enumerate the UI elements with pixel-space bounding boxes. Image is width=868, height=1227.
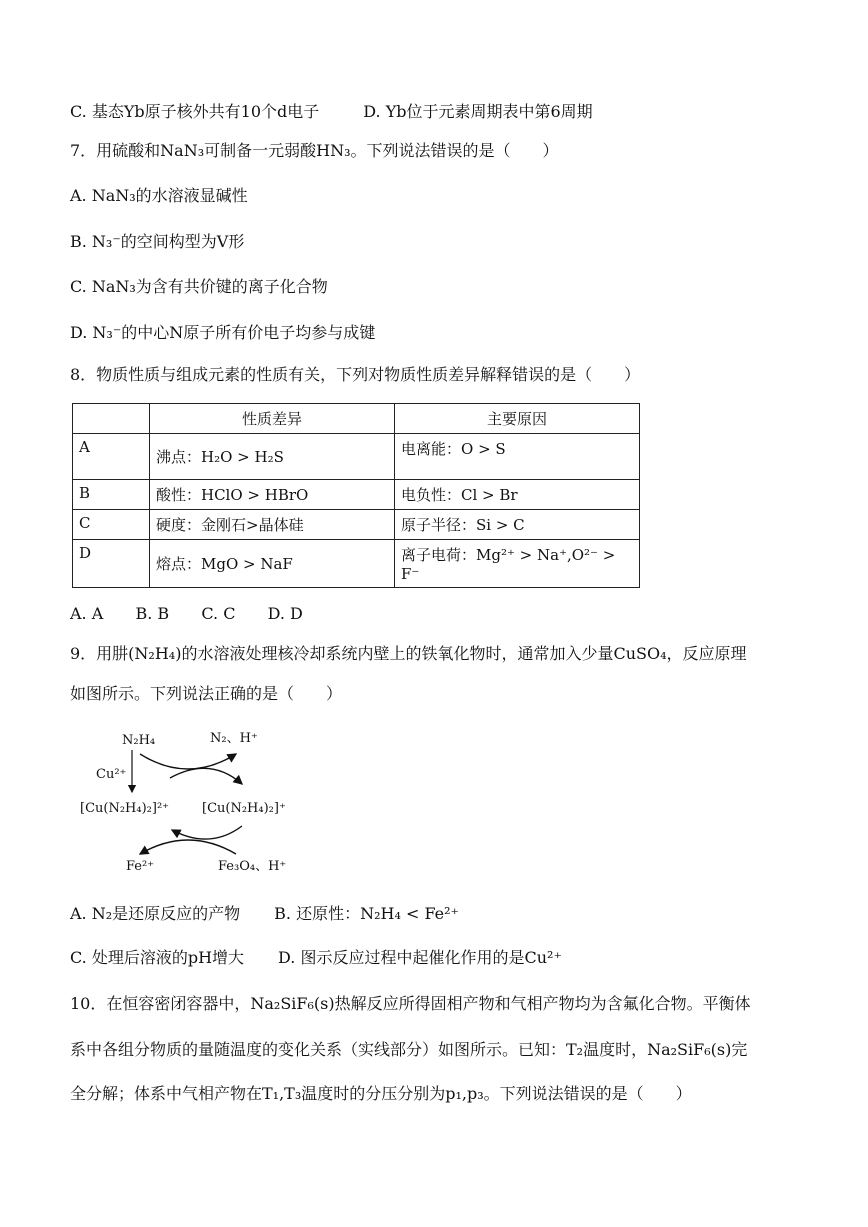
q6-options-row — [70, 101, 593, 123]
n2h4-label: N₂H₄ — [122, 733, 156, 748]
q8-option-c: C. C — [201, 604, 236, 623]
q9-options-row2 — [70, 947, 562, 969]
table-cell: 硬度：金刚石>晶体硅 — [150, 510, 395, 540]
table-cell: 离子电荷：Mg²⁺ > Na⁺,O²⁻ > F⁻ — [395, 540, 640, 588]
q7-option-d: D. N₃⁻的中心N原子所有价电子均参与成键 — [70, 323, 376, 342]
table-row — [73, 480, 640, 510]
cu2-label: Cu²⁺ — [96, 767, 127, 782]
lower-curve-arrow-left — [140, 840, 236, 854]
property-table — [72, 403, 640, 588]
q6-option-c: C. 基态Yb原子核外共有10个d电子 — [70, 102, 320, 121]
table-header-cell: 主要原因 — [395, 404, 640, 434]
fe3o4-h-label: Fe₃O₄、H⁺ — [218, 859, 287, 874]
q8-option-a: A. A — [70, 604, 104, 623]
lower-curve-arrow-up — [172, 826, 242, 839]
q8-option-d: D. D — [267, 604, 303, 623]
table-cell: 酸性：HClO > HBrO — [150, 480, 395, 510]
q9-option-a: A. N₂是还原反应的产物 — [70, 904, 241, 923]
table-row — [73, 510, 640, 540]
upper-curve-arrow-right — [140, 754, 236, 769]
q7-stem: 7．用硫酸和NaN₃可制备一元弱酸HN₃。下列说法错误的是（ ） — [70, 141, 559, 160]
q9-options-row1 — [70, 903, 459, 925]
q7-option-b: B. N₃⁻的空间构型为V形 — [70, 232, 245, 251]
q9-option-b: B. 还原性：N₂H₄ < Fe²⁺ — [274, 904, 460, 923]
upper-curve-arrow-down — [170, 768, 242, 784]
fe2-label: Fe²⁺ — [126, 859, 155, 874]
q10-line3: 全分解；体系中气相产物在T₁,T₃温度时的分压分别为p₁,p₃。下列说法错误的是（ ） — [70, 1084, 692, 1103]
q8-stem: 8．物质性质与组成元素的性质有关，下列对物质性质差异解释错误的是（ ） — [70, 365, 641, 384]
complex-right-label: [Cu(N₂H₄)₂]⁺ — [202, 801, 286, 816]
q10-line2: 系中各组分物质的量随温度的变化关系（实线部分）如图所示。已知：T₂温度时，Na₂SiF₆(s)完 — [70, 1040, 748, 1059]
q7-option-c: C. NaN₃为含有共价键的离子化合物 — [70, 277, 328, 296]
table-cell: 原子半径：Si > C — [395, 510, 640, 540]
table-cell: 电负性：Cl > Br — [395, 480, 640, 510]
q9-stem-line2: 如图所示。下列说法正确的是（ ） — [70, 684, 343, 703]
q10-line1: 10．在恒容密闭容器中，Na₂SiF₆(s)热解反应所得固相产物和气相产物均为含氟化合物。平衡体 — [70, 994, 751, 1013]
table-cell: 沸点：H₂O > H₂S — [150, 434, 395, 480]
table-cell: C — [73, 510, 150, 540]
table-cell: A — [73, 434, 150, 480]
reaction-cycle-diagram — [70, 726, 310, 886]
table-header-cell: 性质差异 — [150, 404, 395, 434]
q7-option-a: A. NaN₃的水溶液显碱性 — [70, 186, 248, 205]
table-cell: D — [73, 540, 150, 588]
table-row — [73, 434, 640, 480]
q9-stem-line1: 9．用肼(N₂H₄)的水溶液处理核冷却系统内壁上的铁氧化物时，通常加入少量CuSO₄，反应原理 — [70, 644, 747, 663]
q9-option-c: C. 处理后溶液的pH增大 — [70, 948, 245, 967]
complex-left-label: [Cu(N₂H₄)₂]²⁺ — [80, 801, 170, 816]
q9-option-d: D. 图示反应过程中起催化作用的是Cu²⁺ — [278, 948, 562, 967]
table-cell: 电离能：O > S — [395, 434, 640, 480]
table-row — [73, 540, 640, 588]
n2-h-label: N₂、H⁺ — [210, 731, 258, 746]
q6-option-d: D. Yb位于元素周期表中第6周期 — [363, 102, 593, 121]
table-cell: 熔点：MgO > NaF — [150, 540, 395, 588]
q8-options-row — [70, 603, 303, 625]
table-header-cell — [73, 404, 150, 434]
table-cell: B — [73, 480, 150, 510]
q8-option-b: B. B — [135, 604, 170, 623]
table-header-row — [73, 404, 640, 434]
